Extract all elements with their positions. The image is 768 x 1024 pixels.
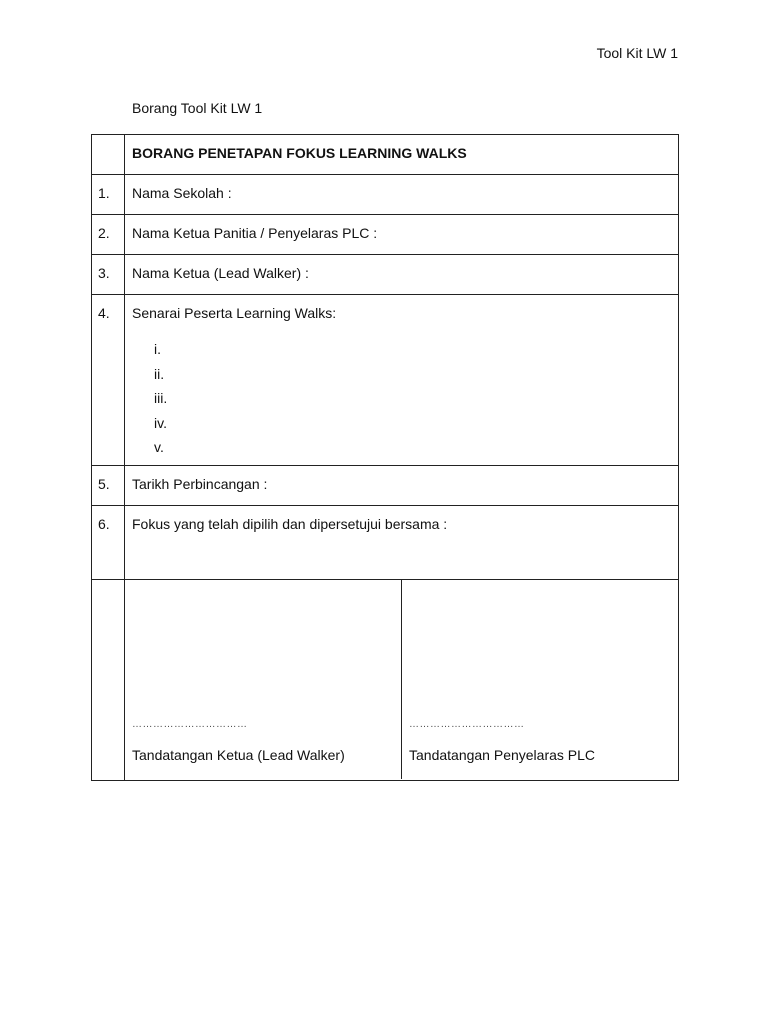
form-row-focus — [92, 506, 679, 580]
row-number: 6. — [92, 506, 125, 580]
form-row-school — [92, 175, 679, 215]
row-number: 3. — [92, 255, 125, 295]
signature-table — [125, 580, 678, 779]
blank-num-cell — [92, 135, 125, 175]
lead-walker-signature-label: Tandatangan Ketua (Lead Walker) — [132, 747, 345, 763]
plc-coordinator-signature-label: Tandatangan Penyelaras PLC — [409, 747, 596, 763]
form-row-panel-head — [92, 215, 679, 255]
page-header-label: Tool Kit LW 1 — [596, 45, 678, 61]
blank-num-cell — [92, 580, 125, 781]
form-title: BORANG PENETAPAN FOKUS LEARNING WALKS — [125, 135, 679, 175]
participant-item[interactable]: iii. — [154, 390, 168, 407]
row-number: 2. — [92, 215, 125, 255]
lead-walker-signature-box[interactable] — [125, 580, 402, 779]
form-row-date — [92, 466, 679, 506]
participants-field[interactable] — [125, 295, 679, 466]
plc-coordinator-signature-box[interactable] — [402, 580, 679, 779]
row-number: 5. — [92, 466, 125, 506]
discussion-date-field[interactable]: Tarikh Perbincangan : — [125, 466, 679, 506]
signature-line: …………………………… — [132, 719, 248, 730]
participant-item[interactable]: iv. — [154, 414, 167, 431]
school-name-field[interactable]: Nama Sekolah : — [125, 175, 679, 215]
signature-line: …………………………… — [409, 719, 525, 730]
row-number: 1. — [92, 175, 125, 215]
lead-walker-field[interactable]: Nama Ketua (Lead Walker) : — [125, 255, 679, 295]
signature-row — [92, 580, 679, 781]
form-row-participants — [92, 295, 679, 466]
participant-item[interactable]: ii. — [154, 365, 165, 382]
participants-label: Senarai Peserta Learning Walks: — [132, 305, 337, 321]
participants-list — [132, 337, 678, 460]
focus-field[interactable]: Fokus yang telah dipilih dan dipersetujui bersama : — [125, 506, 679, 580]
form-caption: Borang Tool Kit LW 1 — [132, 100, 263, 116]
signature-area — [125, 580, 679, 781]
row-number: 4. — [92, 295, 125, 466]
form-title-row — [92, 135, 679, 175]
panel-head-field[interactable]: Nama Ketua Panitia / Penyelaras PLC : — [125, 215, 679, 255]
form-table — [91, 134, 679, 781]
participant-item[interactable]: v. — [154, 439, 164, 456]
form-row-lead-walker — [92, 255, 679, 295]
participant-item[interactable]: i. — [154, 341, 161, 357]
